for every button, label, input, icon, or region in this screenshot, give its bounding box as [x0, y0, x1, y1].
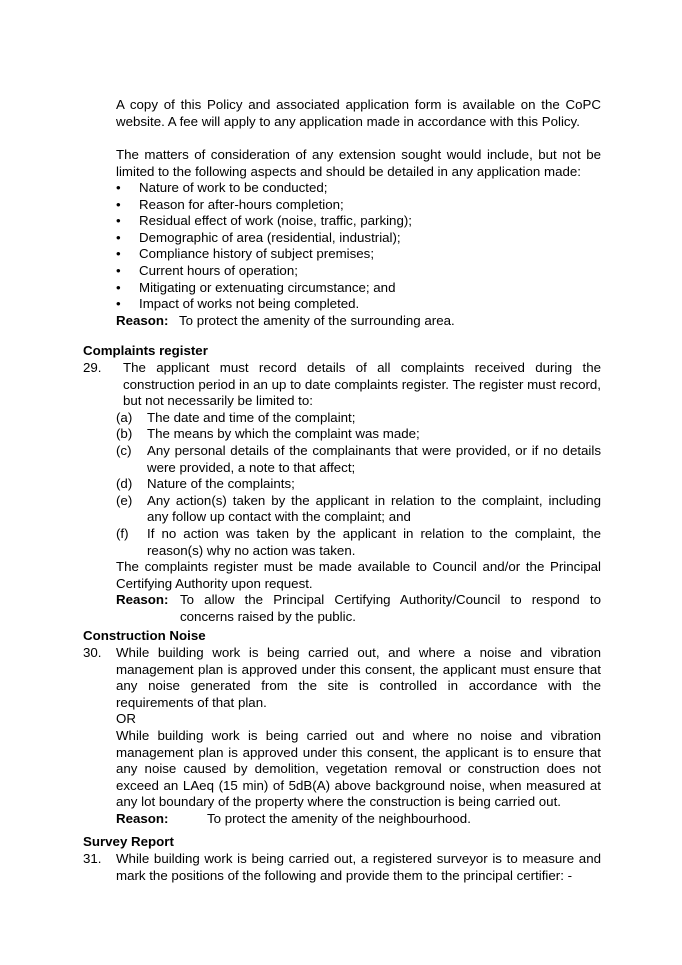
intro-paragraph-1: A copy of this Policy and associated application form is available on the CoPC website. A fee will apply to any application made in accordance with this Policy.	[116, 97, 601, 129]
list-item	[116, 493, 601, 526]
reason-label: Reason:	[116, 592, 169, 608]
item-text: Any action(s) taken by the applicant in relation to the complaint, including any follow up contact with the complaint; and	[147, 492, 601, 525]
bullet-icon: •	[116, 180, 121, 195]
condition-number: 31.	[83, 851, 102, 866]
list-item	[116, 213, 601, 230]
section-heading-complaints: Complaints register	[83, 343, 208, 358]
bullet-text: Nature of work to be conducted;	[139, 180, 328, 195]
reason-line	[116, 313, 601, 330]
condition-text: While building work is being carried out, a registered surveyor is to measure and mark the positions of the following and provide them to the principal certifier: -	[116, 851, 601, 883]
item-text: If no action was taken by the applicant in relation to the complaint, the reason(s) why no action was taken.	[147, 525, 601, 558]
matters-bullet-list	[116, 180, 601, 329]
reason-line	[116, 592, 601, 625]
bullet-icon: •	[116, 279, 121, 295]
list-item	[116, 230, 601, 247]
list-item	[116, 426, 601, 443]
condition-number: 30.	[83, 645, 102, 660]
bullet-text: Impact of works not being completed.	[139, 296, 360, 312]
list-item	[116, 476, 601, 493]
intro-paragraph-2: The matters of consideration of any extension sought would include, but not be limited to the following aspects and should be detailed in any application made:	[116, 147, 601, 179]
condition-text: While building work is being carried out, and where a noise and vibration management plan is approved under this consent, the applicant must ensure that any noise generated from the site is controlled in accordance with the requirements of that plan.	[116, 645, 601, 710]
list-item	[116, 280, 601, 297]
reason-text: To protect the amenity of the surrounding area.	[179, 312, 455, 328]
item-label: (c)	[116, 442, 132, 458]
condition-31	[83, 851, 601, 884]
bullet-icon: •	[116, 246, 121, 262]
reason-text: To protect the amenity of the neighbourhood.	[207, 810, 471, 826]
item-text: Nature of the complaints;	[147, 476, 295, 492]
reason-line	[83, 811, 601, 828]
bullet-icon: •	[116, 296, 121, 312]
or-separator	[83, 711, 601, 728]
condition-number: 29.	[83, 360, 102, 375]
list-item	[116, 263, 601, 280]
item-label: (a)	[116, 409, 133, 425]
list-item	[116, 180, 601, 197]
item-text: Any personal details of the complainants that were provided, or if no details were provided, a note to that affect;	[147, 442, 601, 475]
bullet-icon: •	[116, 196, 121, 212]
condition-30	[83, 645, 601, 828]
section-heading-survey: Survey Report	[83, 834, 174, 849]
condition-text: The applicant must record details of all complaints received during the construction period in an up to date complaints register. The register must record, but not necessarily be limited to:	[123, 360, 601, 409]
item-label: (b)	[116, 426, 133, 442]
bullet-text: Compliance history of subject premises;	[139, 246, 375, 262]
item-label: (e)	[116, 492, 133, 508]
or-text: OR	[116, 711, 136, 727]
bullet-text: Mitigating or extenuating circumstance; and	[139, 279, 396, 295]
list-item	[116, 443, 601, 476]
reason-label: Reason:	[116, 312, 169, 328]
item-text: The date and time of the complaint;	[147, 409, 356, 425]
bullet-text: Demographic of area (residential, industrial);	[139, 229, 401, 245]
condition-29-body	[83, 360, 601, 410]
reason-label: Reason:	[116, 810, 169, 826]
condition-30-body	[83, 645, 601, 711]
item-label: (f)	[116, 525, 129, 541]
complaints-closing: The complaints register must be made available to Council and/or the Principal Certifying Authority upon request.	[116, 559, 601, 591]
list-item	[116, 526, 601, 559]
condition-31-body	[83, 851, 601, 884]
bullet-icon: •	[116, 229, 121, 245]
item-text: The means by which the complaint was made;	[147, 426, 420, 442]
bullet-text: Reason for after-hours completion;	[139, 196, 344, 212]
bullet-text: Residual effect of work (noise, traffic, parking);	[139, 213, 412, 229]
list-item	[116, 410, 601, 427]
list-item	[116, 296, 601, 313]
condition-text-2: While building work is being carried out and where no noise and vibration management plan is approved under this consent, the applicant is to ensure that any noise caused by demolition, vegetation removal or construction does not exceed an LAeq (15 min) of 5dB(A) above background noise, when measured at any lot boundary of the property where the construction is being carried out.	[116, 727, 601, 810]
item-label: (d)	[116, 476, 133, 492]
bullet-icon: •	[116, 213, 121, 229]
list-item	[116, 246, 601, 263]
condition-29	[83, 360, 601, 626]
reason-text: To allow the Principal Certifying Authority/Council to respond to concerns raised by the public.	[180, 592, 601, 624]
bullet-text: Current hours of operation;	[139, 262, 298, 278]
list-item	[116, 197, 601, 214]
section-heading-noise: Construction Noise	[83, 628, 206, 643]
bullet-icon: •	[116, 262, 121, 278]
